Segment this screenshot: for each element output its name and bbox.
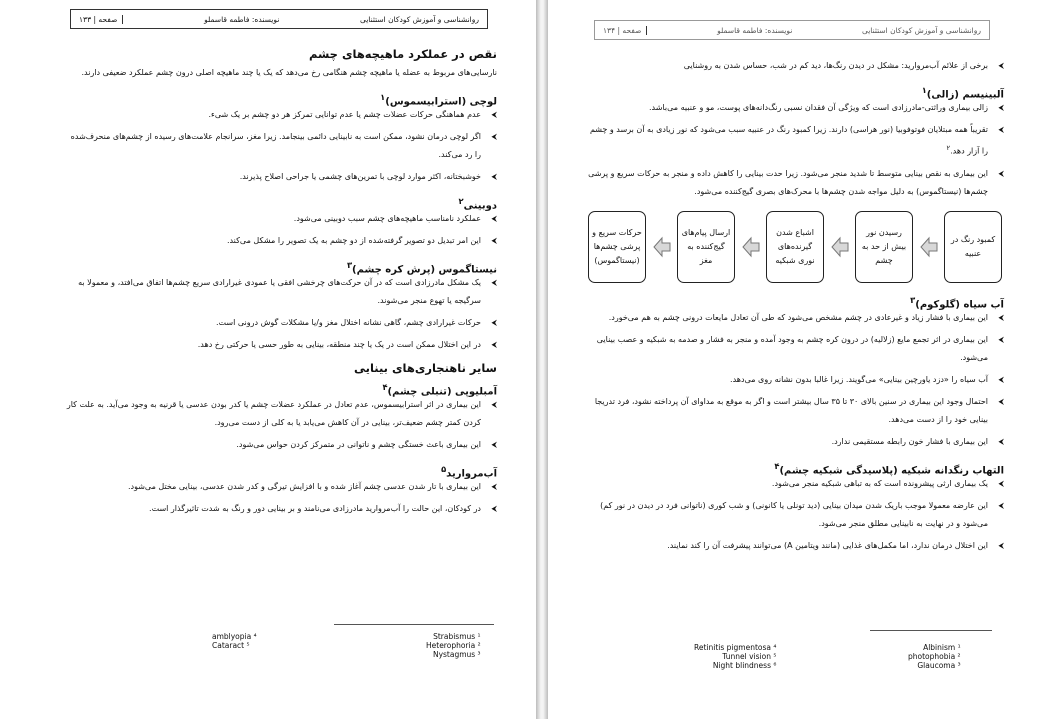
footnote-separator bbox=[334, 624, 494, 625]
page-header bbox=[70, 9, 488, 29]
heading-other-disorders: سایر ناهنجاری‌های بینایی bbox=[354, 361, 497, 375]
bullet-item: ⮜ یک بیماری ارثی پیشرونده است که به تباهی شبکیه منجر می‌شود. bbox=[588, 475, 1004, 493]
footnotes-left bbox=[694, 643, 776, 670]
arrow-bullet-icon: ⮜ bbox=[998, 125, 1004, 134]
header-author: نویسنده: فاطمه قاسملو bbox=[717, 25, 793, 35]
bullet-item: ⮜ احتمال وجود این بیماری در سنین بالای ۳۰ تا ۳۵ سال بیشتر است و اگر به موقع به مداوای آن پرداخته نشود، فرد تدریجا بینایی خود را از دست می‌دهد. bbox=[588, 393, 1004, 429]
header-title: روانشناسی و آموزش کودکان استثنایی bbox=[861, 25, 981, 35]
arrow-bullet-icon: ⮜ bbox=[491, 278, 497, 287]
arrow-bullet-icon: ⮜ bbox=[491, 340, 497, 349]
bullet-item: ⮜ آب سیاه را «دزد یاورچین بینایی» می‌گویند. زیرا غالبا بدون نشانه روی می‌دهد. bbox=[588, 371, 1004, 389]
bullet-item: ⮜ این امر تبدیل دو تصویر گرفته‌شده از دو چشم به یک تصویر را مشکل می‌کند. bbox=[65, 232, 497, 250]
header-author: نویسنده: فاطمه قاسملو bbox=[204, 14, 280, 24]
arrow-bullet-icon: ⮜ bbox=[998, 374, 1004, 384]
bullet-item: ⮜ عدم هماهنگی حرکات عضلات چشم یا عدم توانایی تمرکز هر دو چشم بر یک شیء. bbox=[65, 106, 497, 124]
page-body bbox=[65, 42, 497, 522]
flow-box: ارسال پیام‌های گیج‌کننده به مغز bbox=[677, 211, 735, 283]
arrow-bullet-icon: ⮜ bbox=[491, 214, 497, 223]
footnote: Tunnel vision ⁵ bbox=[722, 652, 777, 661]
bullet-item: ⮜ حرکات غیرارادی چشم، گاهی نشانه اختلال مغز و/یا مشکلات گوش درونی است. bbox=[65, 314, 497, 332]
bullet-item: ⮜ این عارضه معمولا موجب باریک شدن میدان بینایی (دید تونلی یا کانونی) و شب کوری (ناتوانی فرد در دیدن در نور کم) می‌شود و در نهایت به نابینایی مطلق منجر می‌شود. bbox=[588, 497, 1004, 533]
header-title: روانشناسی و آموزش کودکان استثنایی bbox=[359, 14, 479, 24]
arrow-bullet-icon: ⮜ bbox=[998, 500, 1004, 510]
bullet-item: ⮜ اگر لوچی درمان نشود، ممکن است به نابینایی دائمی بینجامد. زیرا مغز، سرانجام علامت‌های رسیده از چشم‌های منحرف‌شده را رد می‌کند. bbox=[65, 128, 497, 164]
flow-box: حرکات سریع و پرشی چشم‌ها (نیستاگموس) bbox=[588, 211, 646, 283]
bullet-item: ⮜ زالی بیماری وراثتی-مادرزادی است که ویژگی آن فقدان نسبی رنگ‌دانه‌های پوست، مو و عنبیه می‌باشد. bbox=[588, 99, 1004, 117]
heading-amblyopia: آمبلیوپی (تنبلی چشم)$^۴$ bbox=[382, 382, 497, 398]
flow-box: اشباع شدن گیرنده‌های نوری شبکیه bbox=[766, 211, 824, 283]
albinism-flowchart bbox=[588, 211, 1002, 283]
bullet-item: ⮜ این بیماری با فشار خون رابطه مستقیمی ندارد. bbox=[588, 433, 1004, 451]
footnote: Strabismus ¹ bbox=[433, 632, 481, 641]
arrow-bullet-icon: ⮜ bbox=[491, 318, 497, 327]
arrow-bullet-icon: ⮜ bbox=[491, 110, 497, 119]
heading-cataract: آب‌مروارید$^۵$ bbox=[441, 464, 497, 480]
header-page-number: صفحه | ۱۳۴ bbox=[603, 26, 647, 35]
arrow-bullet-icon: ⮜ bbox=[998, 312, 1004, 322]
bullet-item: ⮜ خوشبختانه، اکثر موارد لوچی با تمرین‌های چشمی یا جراحی اصلاح پذیرند. bbox=[65, 168, 497, 186]
bullet-item: ⮜ این بیماری با تار شدن عدسی چشم آغاز شده و با افزایش تیرگی و کدر شدن عدسی، بینایی مختل می‌شود. bbox=[65, 478, 497, 496]
bullet-item: ⮜ این بیماری باعث خستگی چشم و ناتوانی در متمرکز کردن حواس می‌شود. bbox=[65, 436, 497, 454]
bullet-item: ⮜ در کودکان، این حالت را آب‌مروارید مادرزادی می‌نامند و بر بینایی دور و رنگ به شدت تاثیرگذار است. bbox=[65, 500, 497, 518]
page-body bbox=[588, 57, 1004, 559]
bullet-item: ⮜ این بیماری به نقص بینایی متوسط تا شدید منجر می‌شود. زیرا حدت بینایی را کاهش داده و منجر به حرکات سریع و پرشی چشم‌ها (نیستاگموس) به دلیل مواجه شدن چشم‌ها با محرک‌های بصری گیج‌کننده می‌شود. bbox=[588, 165, 1004, 201]
heading-albinism: آلبینیسم (زالی)$^۱$ bbox=[921, 85, 1004, 101]
arrow-bullet-icon: ⮜ bbox=[998, 436, 1004, 446]
arrow-bullet-icon: ⮜ bbox=[491, 172, 497, 181]
footnotes-right bbox=[908, 643, 961, 670]
footnote: Cataract ⁵ bbox=[212, 641, 250, 650]
page-134 bbox=[548, 0, 1044, 719]
bullet-item: ⮜ عملکرد نامناسب ماهیچه‌های چشم سبب دوبینی می‌شود. bbox=[65, 210, 497, 228]
footnote: Night blindness ⁶ bbox=[712, 661, 777, 670]
arrow-bullet-icon: ⮜ bbox=[491, 504, 497, 513]
arrow-bullet-icon: ⮜ bbox=[491, 440, 497, 449]
page-header bbox=[594, 20, 990, 40]
arrow-bullet-icon: ⮜ bbox=[491, 482, 497, 491]
section-title: نقص در عملکرد ماهیچه‌های چشم bbox=[308, 47, 497, 61]
footnote: Albinism ¹ bbox=[923, 643, 961, 652]
bullet-item: ⮜ یک مشکل مادرزادی است که در آن حرکت‌های چرخشی افقی یا عمودی غیرارادی سریع چشم‌ها اتفاق می‌افتد، و معمولا به سرگیجه یا تهوع منجر می‌شوند. bbox=[65, 274, 497, 310]
footnotes-left bbox=[212, 632, 257, 650]
footnote: Retinitis pigmentosa ⁴ bbox=[694, 643, 777, 652]
footnote: Heterophoria ² bbox=[426, 641, 481, 650]
arrow-bullet-icon: ⮜ bbox=[998, 334, 1004, 344]
bullet-item: ⮜ تقریباً همه مبتلایان فوتوفوبیا (نور هراسی) دارند. زیرا کمبود رنگ در عنبیه سبب می‌شود که نور زیادی به آن برسد و چشم را آزار دهد.$^۲$ bbox=[588, 121, 1004, 161]
bullet-item: ⮜ این بیماری در اثر استرابیسموس، عدم تعادل در عملکرد عضلات چشم یا کدر بودن عدسی یا قرنیه به وجود می‌آید. به علت کار کردن کمتر چشم ضعیف‌تر، بینایی در آن کاهش می‌یابد یا به کلی از دست می‌رود. bbox=[65, 396, 497, 432]
arrow-left-icon bbox=[919, 234, 939, 260]
heading-glaucoma: آب سیاه (گلوکوم)$^۳$ bbox=[910, 294, 1004, 310]
arrow-bullet-icon: ⮜ bbox=[998, 103, 1004, 112]
bullet-item: ⮜ این اختلال درمان ندارد، اما مکمل‌های غذایی (مانند ویتامین A) می‌توانند پیشرفت آن را کند نمایند. bbox=[588, 537, 1004, 555]
arrow-bullet-icon: ⮜ bbox=[998, 396, 1004, 406]
footnote: Glaucoma ³ bbox=[917, 661, 961, 670]
header-page-number: صفحه | ۱۳۳ bbox=[79, 15, 123, 24]
bullet-item: ⮜ این بیماری در اثر تجمع مایع (زلالیه) در درون کره چشم به وجود آمده و منجر به فشار و صدمه به شبکیه و عصب بینایی می‌شود. bbox=[588, 331, 1004, 367]
arrow-bullet-icon: ⮜ bbox=[998, 61, 1004, 70]
footnote: photophobia ² bbox=[908, 652, 961, 661]
arrow-bullet-icon: ⮜ bbox=[998, 168, 1004, 178]
arrow-bullet-icon: ⮜ bbox=[491, 236, 497, 245]
footnote: amblyopia ⁴ bbox=[212, 632, 257, 641]
footnote-separator bbox=[870, 630, 992, 631]
arrow-bullet-icon: ⮜ bbox=[491, 132, 497, 141]
heading-retinitis: التهاب رنگدانه شبکیه (پلاسیدگی شبکیه چشم)$^۴$ bbox=[774, 460, 1004, 476]
arrow-left-icon bbox=[741, 234, 761, 260]
bullet-item: ⮜ در این اختلال ممکن است در یک یا چند منطقه، بینایی به طور حسی یا حرکتی رخ دهد. bbox=[65, 336, 497, 354]
heading-nystagmus: نیستاگموس (پرش کره چشم)$^۳$ bbox=[346, 260, 497, 276]
intro-paragraph: نارسایی‌های مربوط به عضله یا ماهیچه چشم هنگامی رخ می‌دهد که یک یا چند ماهیچه اصلی درون چشم عملکرد ضعیفی دارند. bbox=[81, 68, 497, 77]
footnotes-right bbox=[426, 632, 481, 659]
arrow-bullet-icon: ⮜ bbox=[491, 400, 497, 409]
footnote: Nystagmus ³ bbox=[432, 650, 481, 659]
flow-box: کمبود رنگ در عنبیه bbox=[944, 211, 1002, 283]
bullet-item: ⮜ برخی از علائم آب‌مروارید: مشکل در دیدن رنگ‌ها، دید کم در شب، حساس شدن به روشنایی bbox=[588, 57, 1004, 75]
bullet-item: ⮜ این بیماری با فشار زیاد و غیرعادی در چشم مشخص می‌شود که طی آن تعادل مایعات درونی چشم به هم می‌خورد. bbox=[588, 309, 1004, 327]
book-gutter bbox=[536, 0, 548, 719]
arrow-bullet-icon: ⮜ bbox=[998, 540, 1004, 550]
arrow-bullet-icon: ⮜ bbox=[998, 478, 1004, 488]
heading-heterophoria: دوبینی$^۲$ bbox=[458, 196, 497, 212]
heading-strabismus: لوچی (استرابیسموس)$^۱$ bbox=[380, 92, 497, 108]
arrow-left-icon bbox=[830, 234, 850, 260]
flow-box: رسیدن نور بیش از حد به چشم bbox=[855, 211, 913, 283]
arrow-left-icon bbox=[652, 234, 672, 260]
